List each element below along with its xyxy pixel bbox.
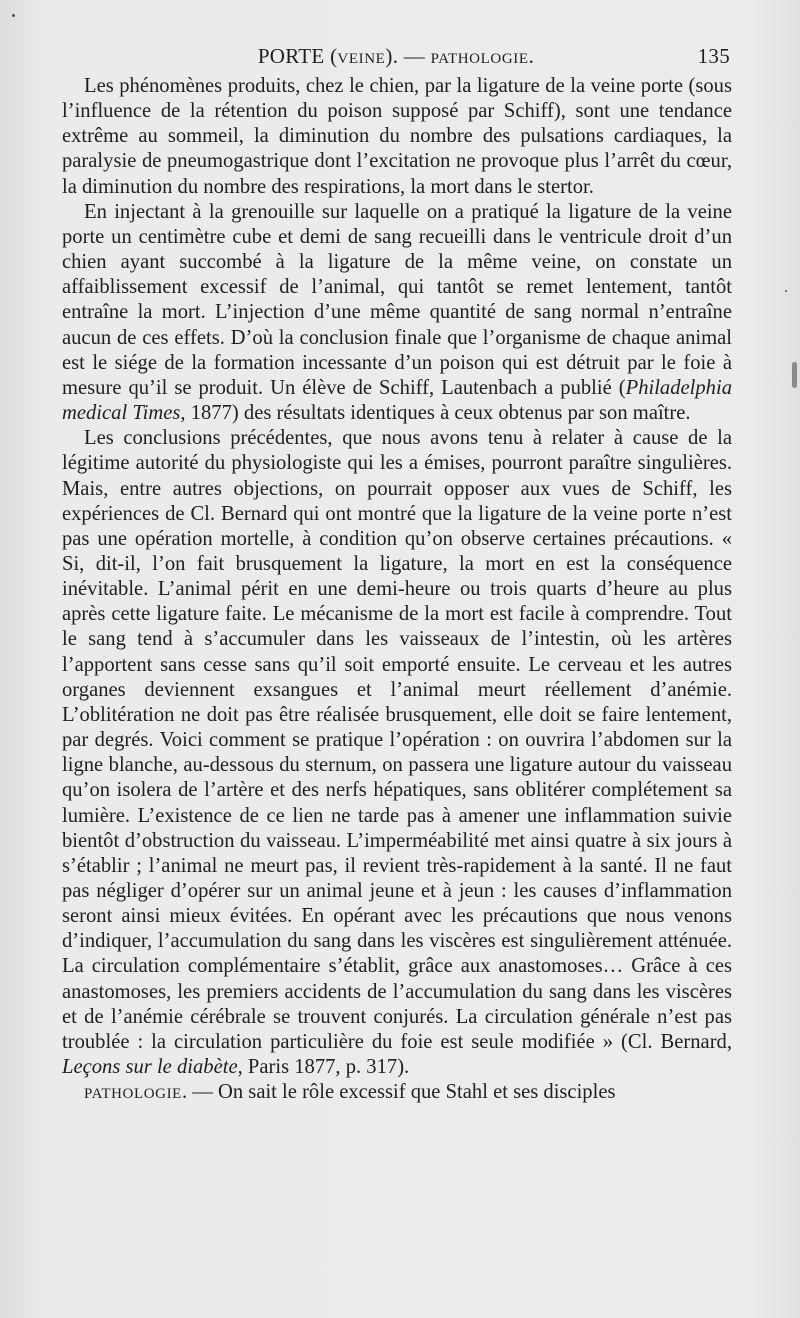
paper-speck — [12, 14, 15, 17]
title-main: PORTE ( — [257, 44, 338, 68]
title-veine: VEINE — [337, 51, 386, 67]
citation-title: Leçons sur le diabète — [62, 1056, 238, 1079]
paragraph-2-text-after: , 1877) des résultats identiques à ceux obtenus par son maître. — [180, 402, 691, 425]
paragraph-4-text: . — On sait le rôle excessif que Stahl et ses disciples — [181, 1081, 616, 1104]
title-mid: ). — — [385, 44, 431, 68]
paragraph-2 — [62, 200, 732, 426]
paragraph-4 — [62, 1080, 732, 1107]
page-body — [62, 74, 732, 1107]
paragraph-1-text: Les phénomènes produits, chez le chien, par la ligature de la veine porte (sous l’influence de la rétention du poison supposé par Schiff), sont une tendance extrême au sommeil, la diminution du nombre des pulsations cardiaques, la paralysie de pneumogastrique dont l’excitation ne provoque plus l’arrêt du cœur, la diminution du nombre des respirations, la mort dans le stertor. — [62, 75, 732, 198]
title-pathologie: PATHOLOGIE — [430, 51, 529, 67]
section-heading: PATHOLOGIE — [84, 1086, 182, 1103]
page-number: 135 — [697, 44, 730, 68]
paragraph-3 — [62, 426, 732, 1080]
paragraph-3-text-after: , Paris 1877, p. 317). — [237, 1056, 410, 1079]
paragraph-1 — [62, 74, 732, 200]
paper-speck — [792, 362, 797, 388]
citation-title: Philadelphia medical Times — [62, 376, 732, 425]
title-end: . — [528, 44, 535, 68]
paragraph-3-text-before: Les conclusions précédentes, que nous avons tenu à relater à cause de la légitime autorité du physiologiste qui les a émises, pourront paraître singulières. Mais, entre autres objections, on pourrait opposer aux vues de Schiff, les expériences de Cl. Bernard qui ont montré que la ligature de la veine porte n’est pas une opération mortelle, à condition qu’on observe certaines précautions. « Si, dit-il, l’on fait brusquement la ligature, la mort en est la conséquence inévitable. L’animal périt en une demi-heure ou trois quarts d’heure au plus après cette ligature faite. Le mécanisme de la mort est facile à comprendre. Tout le sang tend à s’accumuler dans les vaisseaux de l’intestin, où les artères l’apportent sans cesse sans qu’il soit emporté ensuite. Le cerveau et les autres organes deviennent exsangues et l’animal meurt réellement d’anémie. L’oblitération ne doit pas être réalisée brusquement, elle doit se faire lentement, par degrés. Voici comment se pratique l’opération : on ouvrira l’abdomen sur la ligne blanche, au-dessous du sternum, on passera une ligature autour du vaisseau qu’on isolera de l’artère et des nerfs hépatiques, sans oblitérer complétement sa lumière. L’existence de ce lien ne tarde pas à amener une inflammation suivie bientôt d’obstruction du vaisseau. L’imperméabilité met ainsi quatre à six jours à s’établir ; l’animal ne meurt pas, il revient très-rapidement à la santé. Il ne faut pas négliger d’opérer sur un animal jeune et à jeun : les causes d’inflammation seront ainsi mieux évitées. En opérant avec les précautions que nous venons d’indiquer, l’accumulation du sang dans les viscères est singulièrement atténuée. La circulation complémentaire s’établit, grâce aux anastomoses… Grâce à ces anastomoses, les premiers accidents de l’accumulation du sang dans les viscères et de l’anémie cérébrale se trouvent conjurés. La circulation générale n’est pas troublée : la circulation particulière du foie est seule modifiée » (Cl. Bernard, — [62, 427, 732, 1053]
running-title — [62, 44, 730, 69]
paper-speck — [785, 290, 787, 292]
running-header — [62, 44, 730, 74]
paragraph-2-text-before: En injectant à la grenouille sur laquelle on a pratiqué la ligature de la veine porte un centimètre cube et demi de sang recueilli dans le ventricule droit d’un chien ayant succombé à la ligature de la même veine, on constate un affaiblissement excessif de l’animal, qui tantôt se remet lentement, tantôt entraîne la mort. L’injection d’une même quantité de sang normal n’entraîne aucun de ces effets. D’où la conclusion finale que l’organisme de chaque animal est le siége de la formation incessante d’un poison qui est détruit par le foie à mesure qu’il se produit. Un élève de Schiff, Lautenbach a publié ( — [62, 200, 732, 399]
